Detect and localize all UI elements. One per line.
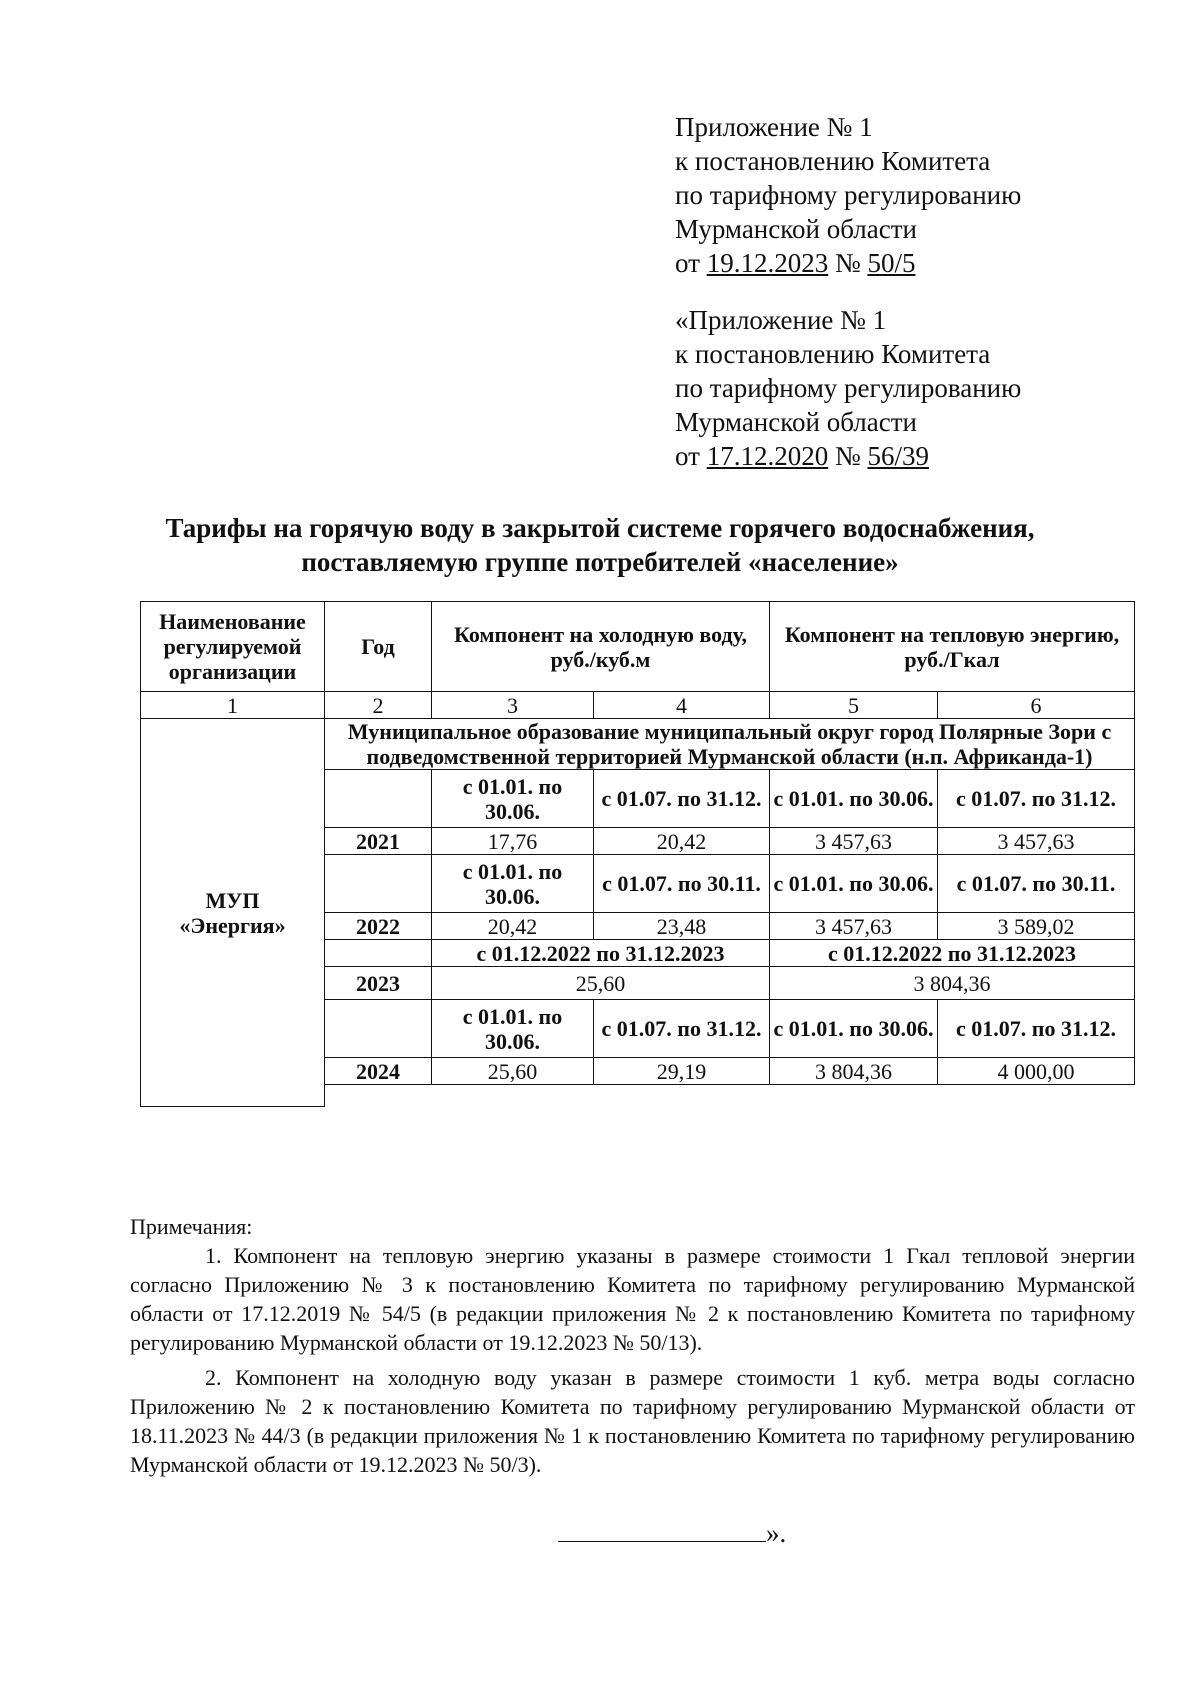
appendix-line: «Приложение № 1 xyxy=(675,305,887,335)
municipality-row xyxy=(141,719,1135,770)
period-cell: с 01.01. по 30.06. xyxy=(432,1000,594,1058)
value-cell: 25,60 xyxy=(432,1058,594,1085)
col-number: 3 xyxy=(432,692,594,719)
value-cell: 3 804,36 xyxy=(770,1058,938,1085)
period-cell: с 01.07. по 31.12. xyxy=(594,770,770,828)
header-heat-energy: Компонент на тепловую энергию, руб./Гкал xyxy=(770,602,1135,692)
value-cell: 3 457,63 xyxy=(770,913,938,940)
notes-section xyxy=(130,1212,1135,1479)
spacer-cell xyxy=(432,1085,1135,1107)
org-name-line: «Энергия» xyxy=(179,912,286,938)
appendix-date: 19.12.2023 xyxy=(706,248,829,278)
year-cell: 2021 xyxy=(325,828,432,855)
header-year: Год xyxy=(325,602,432,692)
title-line: поставляемую группе потребителей «население» xyxy=(301,547,899,577)
year-empty-cell xyxy=(325,940,432,967)
col-number: 2 xyxy=(325,692,432,719)
value-cell: 3 589,02 xyxy=(938,913,1135,940)
value-cell: 3 457,63 xyxy=(770,828,938,855)
date-prefix: от xyxy=(675,441,707,471)
col-number: 1 xyxy=(141,692,325,719)
note-2: 2. Компонент на холодную воду указан в размере стоимости 1 куб. метра воды согласно Приложению № 2 к постановлению Комитета по тарифному регулированию Мурманской области от 18.11.2023 № 44/3 (в редакции приложения № 1 к постановлению Комитета по тарифному регулированию Мурманской области от 19.12.2023 № 50/3). xyxy=(130,1365,1135,1477)
year-cell: 2024 xyxy=(325,1058,432,1085)
appendix-date: 17.12.2020 xyxy=(706,441,829,471)
year-cell: 2022 xyxy=(325,913,432,940)
org-name-line: МУП xyxy=(205,887,260,913)
value-cell: 25,60 xyxy=(432,967,770,1000)
appendix-line: к постановлению Комитета xyxy=(675,146,991,176)
period-cell: с 01.07. по 31.12. xyxy=(594,1000,770,1058)
notes-heading: Примечания: xyxy=(130,1214,253,1239)
value-cell: 3 457,63 xyxy=(938,828,1135,855)
appendix-number: 56/39 xyxy=(867,441,929,471)
header-row xyxy=(141,602,1135,692)
document-title xyxy=(100,511,1100,579)
period-cell: с 01.01. по 30.06. xyxy=(432,770,594,828)
period-cell: с 01.01. по 30.06. xyxy=(432,855,594,913)
date-prefix: от xyxy=(675,248,707,278)
spacer-cell xyxy=(325,1085,432,1107)
value-cell: 29,19 xyxy=(594,1058,770,1085)
tariff-table xyxy=(140,601,1135,1107)
year-empty-cell xyxy=(325,855,432,913)
closing-quote: ». xyxy=(766,1518,787,1548)
value-cell: 20,42 xyxy=(432,913,594,940)
signature-line xyxy=(558,1531,766,1542)
col-number: 6 xyxy=(938,692,1135,719)
appendix-header-current xyxy=(675,110,1021,280)
value-cell: 20,42 xyxy=(594,828,770,855)
number-sep: № xyxy=(828,248,868,278)
header-org: Наименование регулируемой организации xyxy=(141,602,325,692)
appendix-line: Приложение № 1 xyxy=(675,112,873,142)
appendix-line: по тарифному регулированию xyxy=(675,373,1022,403)
period-cell: с 01.12.2022 по 31.12.2023 xyxy=(770,940,1135,967)
period-cell: с 01.12.2022 по 31.12.2023 xyxy=(432,940,770,967)
period-cell: с 01.07. по 30.11. xyxy=(594,855,770,913)
period-cell: с 01.01. по 30.06. xyxy=(770,855,938,913)
period-cell: с 01.07. по 31.12. xyxy=(938,770,1135,828)
number-sep: № xyxy=(828,441,868,471)
period-cell: с 01.01. по 30.06. xyxy=(770,1000,938,1058)
period-cell: с 01.07. по 31.12. xyxy=(938,1000,1135,1058)
period-cell: с 01.07. по 30.11. xyxy=(938,855,1135,913)
closing-mark xyxy=(558,1518,786,1549)
note-1: 1. Компонент на тепловую энергию указаны в размере стоимости 1 Гкал тепловой энергии согласно Приложению № 3 к постановлению Комитета по тарифному регулированию Мурманской области от 17.12.2019 № 54/5 (в редакции приложения № 2 к постановлению Комитета по тарифному регулированию Мурманской области от 19.12.2023 № 50/13). xyxy=(130,1243,1135,1355)
value-cell: 3 804,36 xyxy=(770,967,1135,1000)
value-cell: 4 000,00 xyxy=(938,1058,1135,1085)
value-cell: 23,48 xyxy=(594,913,770,940)
municipality-name: Муниципальное образование муниципальный округ город Полярные Зори с подведомственной территорией Мурманской области (н.п. Африканда-1) xyxy=(325,719,1135,770)
appendix-line: по тарифному регулированию xyxy=(675,180,1022,210)
appendix-line: Мурманской области xyxy=(675,407,917,437)
title-line: Тарифы на горячую воду в закрытой системе горячего водоснабжения, xyxy=(165,513,1035,543)
appendix-date-line xyxy=(675,246,1021,280)
year-empty-cell xyxy=(325,1000,432,1058)
appendix-header-previous xyxy=(675,303,1021,473)
appendix-number: 50/5 xyxy=(867,248,916,278)
header-cold-water: Компонент на холодную воду, руб./куб.м xyxy=(432,602,770,692)
appendix-line: к постановлению Комитета xyxy=(675,339,991,369)
appendix-date-line xyxy=(675,439,1021,473)
column-numbers-row xyxy=(141,692,1135,719)
year-cell: 2023 xyxy=(325,967,432,1000)
org-name-cell xyxy=(141,719,325,1107)
year-empty-cell xyxy=(325,770,432,828)
appendix-line: Мурманской области xyxy=(675,214,917,244)
col-number: 5 xyxy=(770,692,938,719)
value-cell: 17,76 xyxy=(432,828,594,855)
period-cell: с 01.01. по 30.06. xyxy=(770,770,938,828)
col-number: 4 xyxy=(594,692,770,719)
